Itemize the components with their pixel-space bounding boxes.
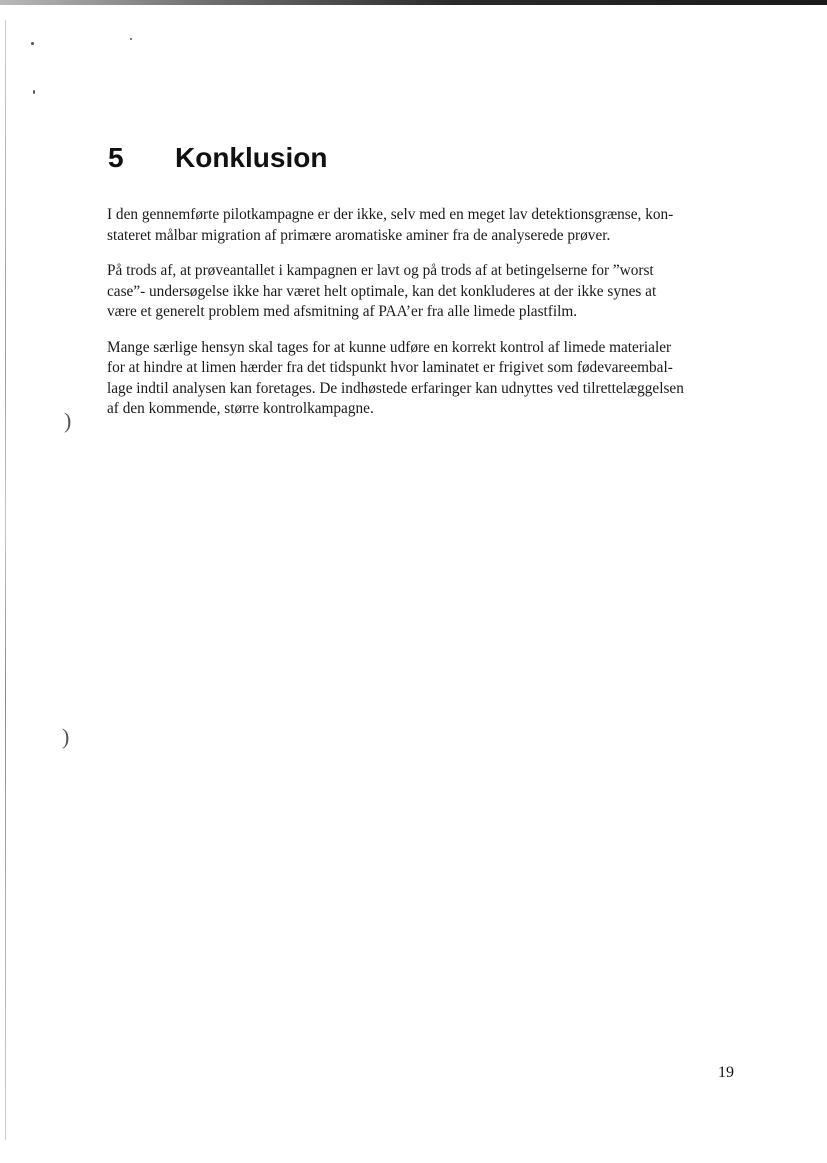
- text-line: På trods af, at prøveantallet i kampagnen er lavt og på trods af at betingelserne for ”worst: [107, 262, 654, 279]
- page-title: [108, 140, 327, 176]
- scan-top-edge: [0, 0, 827, 5]
- text-line: case”- undersøgelse ikke har været helt optimale, kan det konkluderes at der ikke synes at: [107, 282, 657, 300]
- text-line: stateret målbar migration af primære aromatiske aminer fra de analyserede prøver.: [107, 226, 611, 244]
- body-text: [107, 205, 747, 435]
- scan-speck: [33, 90, 35, 94]
- binding-hole-mark: ): [62, 724, 70, 749]
- binding-hole-mark: ): [64, 408, 72, 433]
- text-line: være et generelt problem med afsmitning af PAA’er fra alle limede plastfilm.: [107, 303, 578, 320]
- scan-speck: [31, 42, 34, 45]
- paragraph: [107, 205, 747, 246]
- page-number: 19: [718, 1064, 734, 1081]
- text-line: lage indtil analysen kan foretages. De indhøstede erfaringer kan udnyttes ved tilrettelæggelsen: [107, 379, 684, 397]
- text-line: for at hindre at limen hærder fra det tidspunkt hvor laminatet er frigivet som fødevareembal-: [107, 359, 673, 376]
- text-line: af den kommende, større kontrolkampagne.: [107, 400, 374, 417]
- text-line: Mange særlige hensyn skal tages for at kunne udføre en korrekt kontrol af limede materialer: [107, 338, 672, 356]
- section-title: Konklusion: [175, 142, 328, 173]
- section-number: 5: [108, 142, 124, 173]
- scan-left-edge: [5, 20, 6, 1140]
- paragraph: [107, 261, 747, 323]
- text-line: I den gennemførte pilotkampagne er der ikke, selv med en meget lav detektionsgrænse, kon-: [107, 206, 674, 223]
- scan-speck: [130, 38, 132, 40]
- paragraph: [107, 338, 747, 420]
